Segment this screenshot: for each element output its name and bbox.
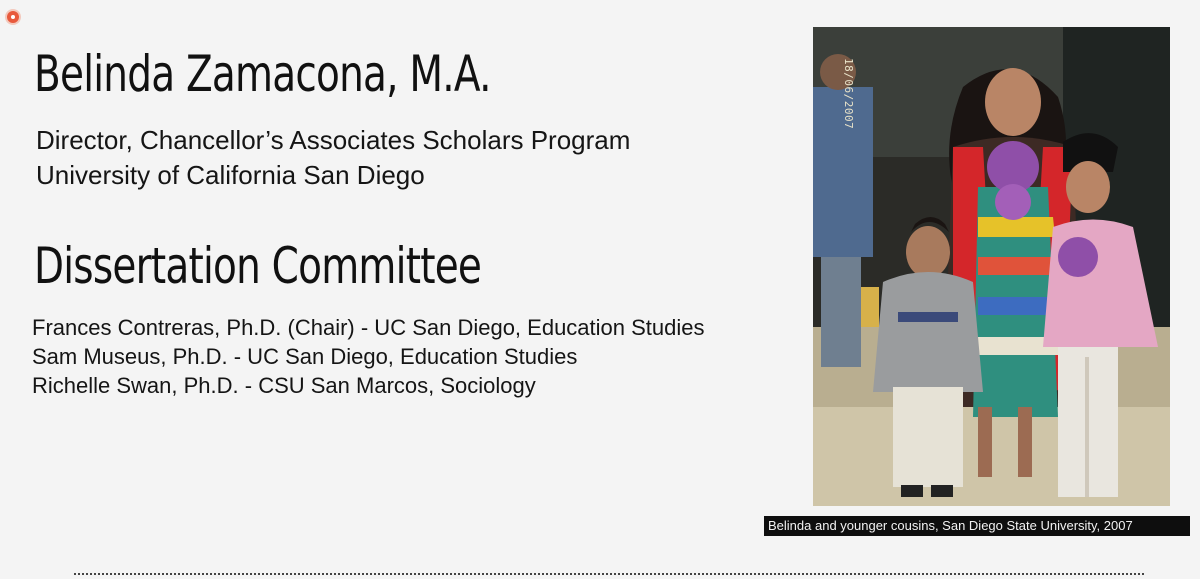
- photo-date-stamp: 18/06/2007: [842, 58, 855, 130]
- committee-member: Frances Contreras, Ph.D. (Chair) - UC San Diego, Education Studies: [32, 315, 705, 340]
- slide-title: Belinda Zamacona, M.A.: [34, 45, 491, 103]
- record-dot-icon[interactable]: [7, 11, 19, 23]
- committee-member: Sam Museus, Ph.D. - UC San Diego, Education Studies: [32, 344, 578, 369]
- committee-heading: Dissertation Committee: [34, 237, 482, 295]
- dotted-divider: [74, 573, 1144, 575]
- job-title: Director, Chancellor’s Associates Scholars Program: [36, 125, 631, 155]
- photo-caption: Belinda and younger cousins, San Diego State University, 2007: [764, 516, 1190, 536]
- institution: University of California San Diego: [36, 160, 425, 190]
- graduation-photo: [813, 27, 1170, 506]
- committee-member: Richelle Swan, Ph.D. - CSU San Marcos, Sociology: [32, 373, 536, 398]
